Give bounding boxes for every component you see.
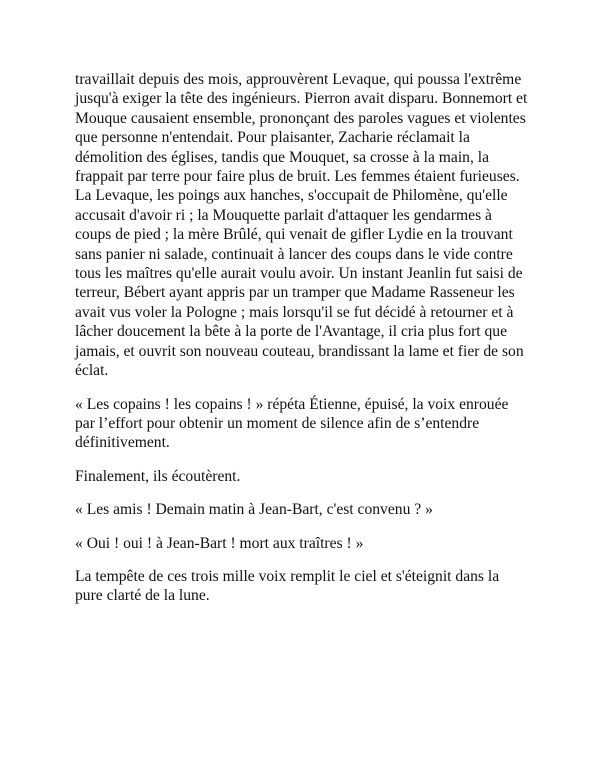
paragraph-5: « Oui ! oui ! à Jean-Bart ! mort aux traîtres ! »: [75, 534, 364, 552]
paragraph-6: La tempête de ces trois mille voix remplit le ciel et s'éteignit dans la pure clarté de la lune.: [75, 567, 500, 605]
document-page: [75, 70, 530, 620]
paragraph-1: travaillait depuis des mois, approuvèrent Levaque, qui poussa l'extrême jusqu'à exiger la tête des ingénieurs. Pierron avait disparu. Bonnemort et Mouque causaient ensemble, prononçant des paroles vagues et violentes que personne n'entendait. Pour plaisanter, Zacharie réclamait la démolition des églises, tandis que Mouquet, sa crosse à la main, la frappait par terre pour faire plus de bruit. Les femmes étaient furieuses. La Levaque, les poings aux hanches, s'occupait de Philomène, qu'elle accusait d'avoir ri ; la Mouquette parlait d'attaquer les gendarmes à coups de pied ; la mère Brûlé, qui venait de gifler Lydie en la trouvant sans panier ni salade, continuait à lancer des coups dans le vide contre tous les maîtres qu'elle aurait voulu avoir. Un instant Jeanlin fut saisi de terreur, Bébert ayant appris par un tramper que Madame Rasseneur les avait vus voler la Pologne ; mais lorsqu'il se fut décidé à retourner et à lâcher doucement la bête à la porte de l'Avantage, il cria plus fort que jamais, et ouvrit son nouveau couteau, brandissant la lame et fier de son éclat.: [75, 71, 528, 380]
paragraph-3: Finalement, ils écoutèrent.: [75, 467, 241, 485]
paragraph-4: « Les amis ! Demain matin à Jean-Bart, c'est convenu ? »: [75, 501, 433, 519]
paragraph-2: « Les copains ! les copains ! » répéta Étienne, épuisé, la voix enrouée par l’effort pour obtenir un moment de silence afin de s’entendre définitivement.: [75, 395, 509, 452]
